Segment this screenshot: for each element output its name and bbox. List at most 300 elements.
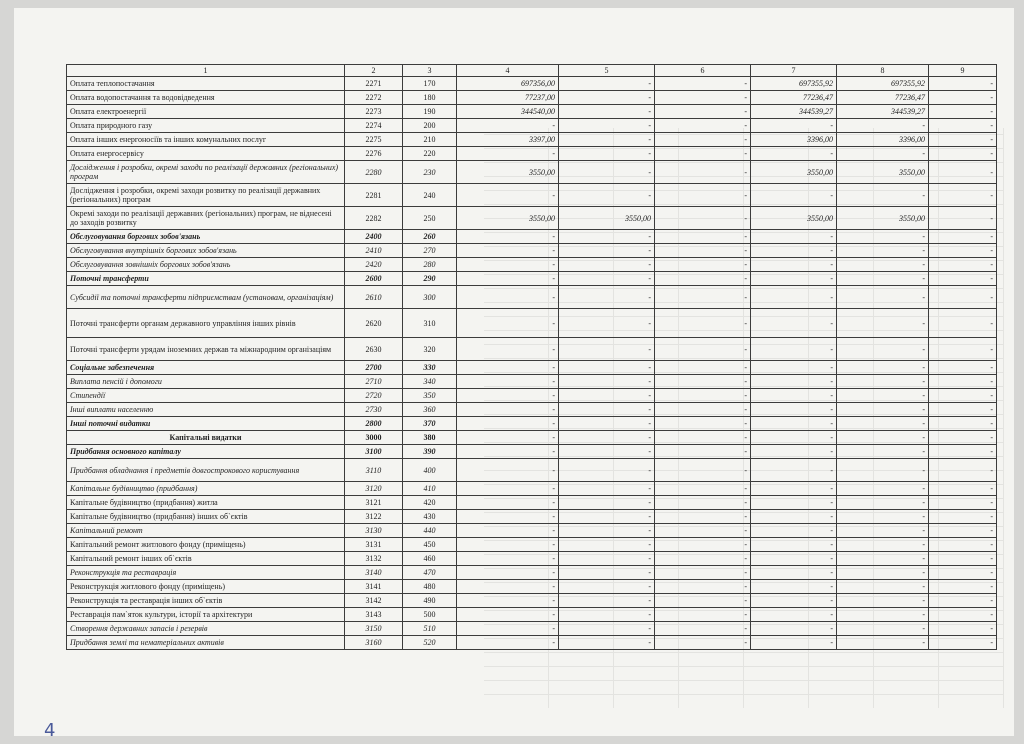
row-name: Придбання обладнання і предметів довгострокового користування	[67, 459, 345, 482]
column-8-value: -	[837, 338, 929, 361]
column-5-value: -	[559, 286, 655, 309]
approved-amount: -	[457, 361, 559, 375]
line-code: 380	[403, 431, 457, 445]
table-row	[67, 119, 997, 133]
table-row	[67, 622, 997, 636]
table-row	[67, 286, 997, 309]
column-9-value: -	[929, 417, 997, 431]
column-6-value: -	[655, 510, 751, 524]
approved-amount: -	[457, 552, 559, 566]
table-row	[67, 496, 997, 510]
line-code: 510	[403, 622, 457, 636]
column-7-value: -	[751, 594, 837, 608]
table-row	[67, 361, 997, 375]
column-9-value: -	[929, 552, 997, 566]
column-5-value: -	[559, 445, 655, 459]
column-5-value: -	[559, 566, 655, 580]
table-row	[67, 244, 997, 258]
column-8-value: -	[837, 389, 929, 403]
line-code: 280	[403, 258, 457, 272]
table-row	[67, 91, 997, 105]
column-6-value: -	[655, 417, 751, 431]
column-6-value: -	[655, 375, 751, 389]
column-7-value: -	[751, 184, 837, 207]
column-8-value: -	[837, 147, 929, 161]
column-7-value: -	[751, 119, 837, 133]
column-6-value: -	[655, 552, 751, 566]
row-name: Капітальний ремонт	[67, 524, 345, 538]
column-9-value: -	[929, 403, 997, 417]
row-name: Створення державних запасів і резервів	[67, 622, 345, 636]
column-5-value: 3550,00	[559, 207, 655, 230]
column-number: 5	[559, 65, 655, 77]
row-name: Капітальне будівництво (придбання) житла	[67, 496, 345, 510]
column-6-value: -	[655, 309, 751, 338]
kekv-code: 3150	[345, 622, 403, 636]
column-5-value: -	[559, 133, 655, 147]
row-name: Оплата природного газу	[67, 119, 345, 133]
line-code: 290	[403, 272, 457, 286]
line-code: 200	[403, 119, 457, 133]
row-name: Придбання землі та нематеріальних активів	[67, 636, 345, 650]
column-6-value: -	[655, 636, 751, 650]
approved-amount: -	[457, 389, 559, 403]
kekv-code: 3160	[345, 636, 403, 650]
kekv-code: 2275	[345, 133, 403, 147]
column-6-value: -	[655, 538, 751, 552]
column-7-value: -	[751, 403, 837, 417]
line-code: 330	[403, 361, 457, 375]
column-8-value: -	[837, 445, 929, 459]
table-row	[67, 77, 997, 91]
line-code: 350	[403, 389, 457, 403]
expenditure-table	[66, 64, 997, 650]
kekv-code: 2420	[345, 258, 403, 272]
column-9-value: -	[929, 258, 997, 272]
column-8-value: -	[837, 580, 929, 594]
document-page	[14, 8, 1014, 741]
kekv-code: 2720	[345, 389, 403, 403]
kekv-code: 2620	[345, 309, 403, 338]
approved-amount: -	[457, 594, 559, 608]
row-name: Реконструкція житлового фонду (приміщень)	[67, 580, 345, 594]
row-name: Соціальне забезпечення	[67, 361, 345, 375]
column-5-value: -	[559, 431, 655, 445]
column-number: 8	[837, 65, 929, 77]
table-row	[67, 482, 997, 496]
row-name: Субсидії та поточні трансферти підприємствам (установам, організаціям)	[67, 286, 345, 309]
table-row	[67, 272, 997, 286]
column-8-value: -	[837, 510, 929, 524]
handwritten-page-number: 4	[44, 720, 56, 741]
approved-amount: -	[457, 338, 559, 361]
column-7-value: -	[751, 524, 837, 538]
column-8-value: 3396,00	[837, 133, 929, 147]
column-9-value: -	[929, 230, 997, 244]
column-5-value: -	[559, 147, 655, 161]
column-5-value: -	[559, 552, 655, 566]
column-number: 1	[67, 65, 345, 77]
approved-amount: -	[457, 510, 559, 524]
line-code: 430	[403, 510, 457, 524]
kekv-code: 3110	[345, 459, 403, 482]
approved-amount: -	[457, 258, 559, 272]
column-9-value: -	[929, 580, 997, 594]
column-8-value: 3550,00	[837, 207, 929, 230]
row-name: Окремі заходи по реалізації державних (регіональних) програм, не віднесені до заходів розвитку	[67, 207, 345, 230]
column-6-value: -	[655, 338, 751, 361]
column-6-value: -	[655, 230, 751, 244]
line-code: 230	[403, 161, 457, 184]
approved-amount: -	[457, 375, 559, 389]
column-9-value: -	[929, 338, 997, 361]
row-name: Реставрація пам`яток культури, історії та архітектури	[67, 608, 345, 622]
line-code: 400	[403, 459, 457, 482]
column-6-value: -	[655, 496, 751, 510]
row-name: Інші виплати населенню	[67, 403, 345, 417]
column-8-value: 3550,00	[837, 161, 929, 184]
column-7-value: -	[751, 482, 837, 496]
approved-amount: -	[457, 286, 559, 309]
row-name: Поточні трансферти органам державного управління інших рівнів	[67, 309, 345, 338]
column-5-value: -	[559, 309, 655, 338]
column-6-value: -	[655, 77, 751, 91]
table-row	[67, 207, 997, 230]
column-number: 9	[929, 65, 997, 77]
approved-amount: -	[457, 309, 559, 338]
column-9-value: -	[929, 244, 997, 258]
line-code: 470	[403, 566, 457, 580]
column-7-value: -	[751, 496, 837, 510]
column-9-value: -	[929, 105, 997, 119]
column-6-value: -	[655, 594, 751, 608]
kekv-code: 3000	[345, 431, 403, 445]
line-code: 340	[403, 375, 457, 389]
approved-amount: -	[457, 230, 559, 244]
column-8-value: -	[837, 417, 929, 431]
approved-amount: -	[457, 459, 559, 482]
line-code: 170	[403, 77, 457, 91]
column-7-value: -	[751, 622, 837, 636]
column-8-value: -	[837, 622, 929, 636]
row-name: Дослідження і розробки, окремі заходи розвитку по реалізації державних (регіональних) програм	[67, 184, 345, 207]
column-7-value: -	[751, 510, 837, 524]
row-name: Реконструкція та реставрація	[67, 566, 345, 580]
line-code: 390	[403, 445, 457, 459]
column-9-value: -	[929, 622, 997, 636]
column-8-value: -	[837, 375, 929, 389]
column-8-value: -	[837, 594, 929, 608]
column-5-value: -	[559, 244, 655, 258]
column-8-value: 77236,47	[837, 91, 929, 105]
column-9-value: -	[929, 207, 997, 230]
column-6-value: -	[655, 119, 751, 133]
approved-amount: 77237,00	[457, 91, 559, 105]
approved-amount: 344540,00	[457, 105, 559, 119]
column-9-value: -	[929, 91, 997, 105]
row-name: Капітальний ремонт житлового фонду (приміщень)	[67, 538, 345, 552]
column-9-value: -	[929, 445, 997, 459]
column-7-value: -	[751, 389, 837, 403]
column-7-value: -	[751, 244, 837, 258]
table-row	[67, 636, 997, 650]
column-6-value: -	[655, 622, 751, 636]
column-7-value: 3550,00	[751, 161, 837, 184]
column-6-value: -	[655, 286, 751, 309]
table-row	[67, 309, 997, 338]
approved-amount: -	[457, 119, 559, 133]
kekv-code: 3130	[345, 524, 403, 538]
column-6-value: -	[655, 258, 751, 272]
kekv-code: 3100	[345, 445, 403, 459]
column-9-value: -	[929, 510, 997, 524]
column-9-value: -	[929, 496, 997, 510]
column-5-value: -	[559, 580, 655, 594]
column-8-value: -	[837, 459, 929, 482]
column-5-value: -	[559, 161, 655, 184]
approved-amount: -	[457, 272, 559, 286]
column-7-value: -	[751, 566, 837, 580]
column-5-value: -	[559, 622, 655, 636]
line-code: 360	[403, 403, 457, 417]
column-5-value: -	[559, 389, 655, 403]
column-9-value: -	[929, 431, 997, 445]
column-6-value: -	[655, 389, 751, 403]
column-number: 7	[751, 65, 837, 77]
kekv-code: 3121	[345, 496, 403, 510]
column-7-value: -	[751, 552, 837, 566]
column-8-value: -	[837, 496, 929, 510]
row-name: Придбання основного капіталу	[67, 445, 345, 459]
approved-amount: -	[457, 622, 559, 636]
column-6-value: -	[655, 133, 751, 147]
row-name: Обслуговування внутрішніх боргових зобов'язань	[67, 244, 345, 258]
approved-amount: -	[457, 580, 559, 594]
column-8-value: -	[837, 403, 929, 417]
column-8-value: -	[837, 258, 929, 272]
column-9-value: -	[929, 594, 997, 608]
approved-amount: -	[457, 244, 559, 258]
column-9-value: -	[929, 524, 997, 538]
line-code: 250	[403, 207, 457, 230]
line-code: 480	[403, 580, 457, 594]
row-name: Стипендії	[67, 389, 345, 403]
column-7-value: -	[751, 580, 837, 594]
kekv-code: 2280	[345, 161, 403, 184]
table-row	[67, 184, 997, 207]
line-code: 370	[403, 417, 457, 431]
approved-amount: 3550,00	[457, 207, 559, 230]
line-code: 270	[403, 244, 457, 258]
line-code: 180	[403, 91, 457, 105]
row-name: Оплата електроенергії	[67, 105, 345, 119]
approved-amount: -	[457, 566, 559, 580]
column-9-value: -	[929, 361, 997, 375]
table-row	[67, 552, 997, 566]
row-name: Капітальні видатки	[67, 431, 345, 445]
column-8-value: -	[837, 431, 929, 445]
kekv-code: 2730	[345, 403, 403, 417]
line-code: 500	[403, 608, 457, 622]
table-row	[67, 431, 997, 445]
table-row	[67, 105, 997, 119]
kekv-code: 2400	[345, 230, 403, 244]
line-code: 260	[403, 230, 457, 244]
approved-amount: -	[457, 417, 559, 431]
row-name: Реконструкція та реставрація інших об`єктів	[67, 594, 345, 608]
column-5-value: -	[559, 417, 655, 431]
column-6-value: -	[655, 361, 751, 375]
line-code: 520	[403, 636, 457, 650]
line-code: 240	[403, 184, 457, 207]
table-row	[67, 538, 997, 552]
column-6-value: -	[655, 244, 751, 258]
line-code: 450	[403, 538, 457, 552]
table-row	[67, 338, 997, 361]
column-9-value: -	[929, 161, 997, 184]
column-7-value: -	[751, 608, 837, 622]
column-6-value: -	[655, 403, 751, 417]
column-6-value: -	[655, 459, 751, 482]
column-7-value: -	[751, 258, 837, 272]
column-7-value: 3396,00	[751, 133, 837, 147]
kekv-code: 3120	[345, 482, 403, 496]
column-7-value: -	[751, 147, 837, 161]
column-8-value: -	[837, 309, 929, 338]
kekv-code: 2274	[345, 119, 403, 133]
column-8-value: -	[837, 244, 929, 258]
column-9-value: -	[929, 309, 997, 338]
column-6-value: -	[655, 431, 751, 445]
column-8-value: -	[837, 184, 929, 207]
column-8-value: -	[837, 566, 929, 580]
table-row	[67, 510, 997, 524]
column-6-value: -	[655, 161, 751, 184]
column-7-value: 3550,00	[751, 207, 837, 230]
kekv-code: 2600	[345, 272, 403, 286]
column-7-value: -	[751, 286, 837, 309]
table-row	[67, 147, 997, 161]
kekv-code: 3141	[345, 580, 403, 594]
column-5-value: -	[559, 77, 655, 91]
column-9-value: -	[929, 272, 997, 286]
column-9-value: -	[929, 459, 997, 482]
column-9-value: -	[929, 636, 997, 650]
row-name: Капітальне будівництво (придбання)	[67, 482, 345, 496]
line-code: 420	[403, 496, 457, 510]
table-row	[67, 403, 997, 417]
column-6-value: -	[655, 105, 751, 119]
line-code: 190	[403, 105, 457, 119]
table-row	[67, 417, 997, 431]
column-7-value: -	[751, 636, 837, 650]
column-7-value: 697355,92	[751, 77, 837, 91]
column-9-value: -	[929, 375, 997, 389]
table-row	[67, 566, 997, 580]
column-5-value: -	[559, 119, 655, 133]
column-8-value: -	[837, 230, 929, 244]
line-code: 300	[403, 286, 457, 309]
column-5-value: -	[559, 482, 655, 496]
approved-amount: -	[457, 524, 559, 538]
column-5-value: -	[559, 361, 655, 375]
column-7-value: -	[751, 361, 837, 375]
column-7-value: -	[751, 431, 837, 445]
column-5-value: -	[559, 594, 655, 608]
column-7-value: 344539,27	[751, 105, 837, 119]
kekv-code: 3131	[345, 538, 403, 552]
row-name: Капітальне будівництво (придбання) інших об`єктів	[67, 510, 345, 524]
row-name: Капітальний ремонт інших об`єктів	[67, 552, 345, 566]
row-name: Дослідження і розробки, окремі заходи по реалізації державних (регіональних) програм	[67, 161, 345, 184]
column-6-value: -	[655, 482, 751, 496]
column-7-value: -	[751, 230, 837, 244]
table-row	[67, 459, 997, 482]
row-name: Оплата водопостачання та водовідведення	[67, 91, 345, 105]
table-row	[67, 230, 997, 244]
kekv-code: 2630	[345, 338, 403, 361]
column-5-value: -	[559, 538, 655, 552]
column-number-row	[67, 65, 997, 77]
column-number: 2	[345, 65, 403, 77]
approved-amount: 3397,00	[457, 133, 559, 147]
approved-amount: -	[457, 538, 559, 552]
approved-amount: 3550,00	[457, 161, 559, 184]
column-9-value: -	[929, 77, 997, 91]
line-code: 210	[403, 133, 457, 147]
column-7-value: -	[751, 375, 837, 389]
column-7-value: -	[751, 538, 837, 552]
kekv-code: 2282	[345, 207, 403, 230]
column-7-value: -	[751, 417, 837, 431]
approved-amount: -	[457, 445, 559, 459]
column-6-value: -	[655, 184, 751, 207]
column-7-value: -	[751, 338, 837, 361]
column-5-value: -	[559, 608, 655, 622]
column-9-value: -	[929, 147, 997, 161]
column-9-value: -	[929, 608, 997, 622]
table-row	[67, 161, 997, 184]
column-9-value: -	[929, 566, 997, 580]
column-8-value: -	[837, 286, 929, 309]
column-8-value: -	[837, 482, 929, 496]
table-row	[67, 258, 997, 272]
column-8-value: 697355,92	[837, 77, 929, 91]
table-row	[67, 445, 997, 459]
column-9-value: -	[929, 538, 997, 552]
column-8-value: -	[837, 361, 929, 375]
column-7-value: -	[751, 459, 837, 482]
approved-amount: -	[457, 608, 559, 622]
line-code: 460	[403, 552, 457, 566]
column-8-value: -	[837, 636, 929, 650]
table-row	[67, 133, 997, 147]
approved-amount: -	[457, 431, 559, 445]
table-row	[67, 375, 997, 389]
line-code: 220	[403, 147, 457, 161]
approved-amount: -	[457, 184, 559, 207]
kekv-code: 3122	[345, 510, 403, 524]
kekv-code: 2700	[345, 361, 403, 375]
column-9-value: -	[929, 286, 997, 309]
kekv-code: 2410	[345, 244, 403, 258]
column-8-value: -	[837, 538, 929, 552]
table-row	[67, 389, 997, 403]
column-number: 6	[655, 65, 751, 77]
kekv-code: 2271	[345, 77, 403, 91]
column-6-value: -	[655, 91, 751, 105]
kekv-code: 2276	[345, 147, 403, 161]
